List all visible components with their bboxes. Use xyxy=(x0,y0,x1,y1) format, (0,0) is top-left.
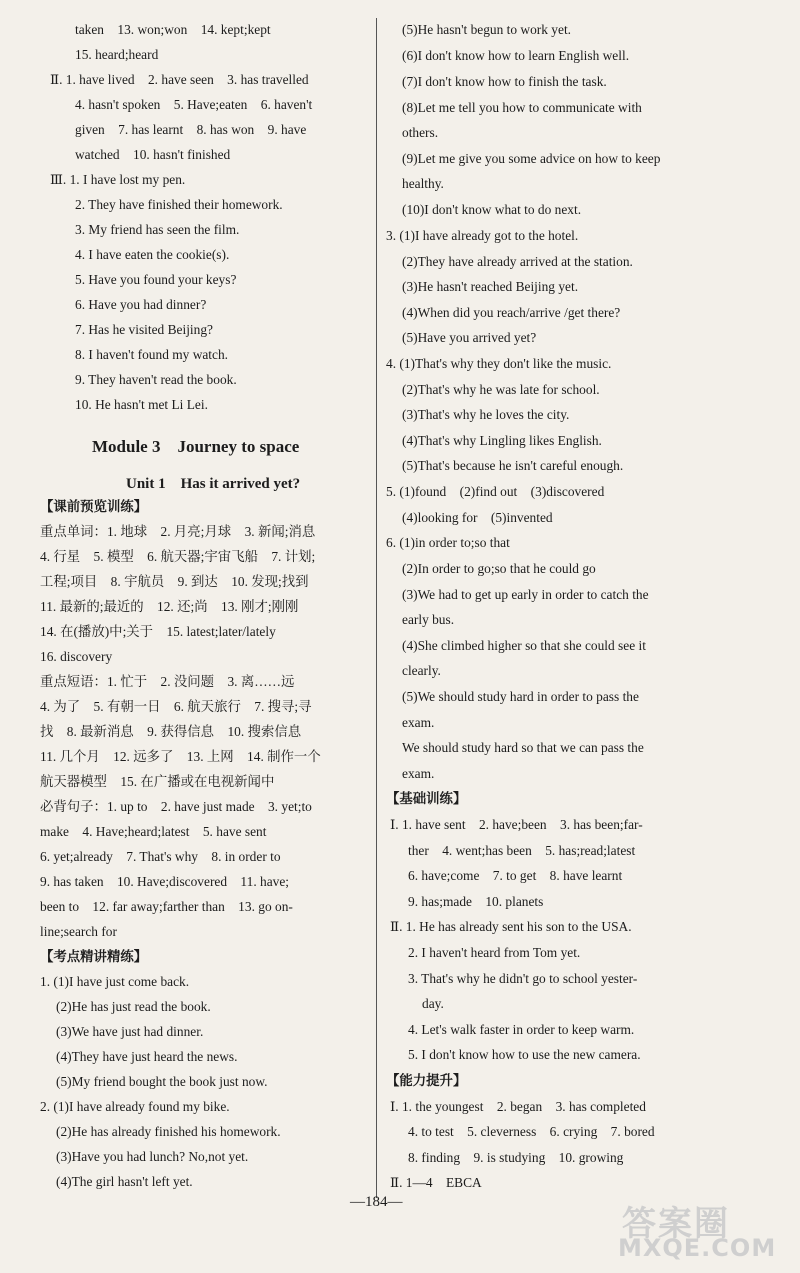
answer-line: 8. finding 9. is studying 10. growing xyxy=(408,1150,624,1165)
answer-line: 9. has taken 10. Have;discovered 11. have; xyxy=(40,874,290,889)
answer-line: clearly. xyxy=(402,663,441,678)
answer-line: (4)She climbed higher so that she could see it xyxy=(402,638,646,653)
answer-line: (7)I don't know how to finish the task. xyxy=(402,74,607,89)
answer-line: make 4. Have;heard;latest 5. have sent xyxy=(40,824,267,839)
answer-line: Ⅱ. 1. He has already sent his son to the USA. xyxy=(390,919,632,934)
answer-line: 8. I haven't found my watch. xyxy=(75,347,229,362)
answer-line: (2)They have already arrived at the station. xyxy=(402,254,633,269)
answer-line: 6. yet;already 7. That's why 8. in order to xyxy=(40,849,281,864)
unit-title: Unit 1 Has it arrived yet? xyxy=(126,476,301,492)
answer-line: watched 10. hasn't finished xyxy=(75,147,231,162)
answer-line: 14. 在(播放)中;关于 15. latest;later/lately xyxy=(40,624,276,639)
answer-line: healthy. xyxy=(402,176,444,191)
watermark-logo xyxy=(616,1196,786,1266)
answer-line: 3. That's why he didn't go to school yester- xyxy=(408,971,638,986)
answer-line: others. xyxy=(402,125,439,140)
answer-line: Ⅰ. 1. the youngest 2. began 3. has completed xyxy=(390,1099,646,1114)
section-heading: 【课前预览训练】 xyxy=(40,499,148,514)
answer-line: (4)They have just heard the news. xyxy=(56,1049,238,1064)
answer-line: Ⅱ. 1—4 EBCA xyxy=(390,1175,482,1190)
answer-line: 4. 为了 5. 有朝一日 6. 航天旅行 7. 搜寻;寻 xyxy=(40,699,312,714)
watermark-url: MXQE.COM xyxy=(618,1234,777,1262)
answer-line: (6)I don't know how to learn English well. xyxy=(402,48,630,63)
answer-line: 1. (1)I have just come back. xyxy=(40,974,190,989)
answer-line: (4)When did you reach/arrive /get there? xyxy=(402,305,621,320)
section-heading: 【能力提升】 xyxy=(386,1073,467,1088)
answer-line: 5. (1)found (2)find out (3)discovered xyxy=(386,484,605,499)
answer-line: 找 8. 最新消息 9. 获得信息 10. 搜索信息 xyxy=(40,724,302,739)
answer-line: 重点短语：1. 忙于 2. 没问题 3. 离……远 xyxy=(40,674,295,689)
answer-line: (5)My friend bought the book just now. xyxy=(56,1074,268,1089)
answer-line: 3. My friend has seen the film. xyxy=(75,222,240,237)
answer-line: (5)We should study hard in order to pass the xyxy=(402,689,639,704)
answer-line: (5)He hasn't begun to work yet. xyxy=(402,22,572,37)
page-number: —184— xyxy=(350,1194,403,1210)
answer-line: exam. xyxy=(402,766,435,781)
answer-line: 2. They have finished their homework. xyxy=(75,197,283,212)
answer-line: (9)Let me give you some advice on how to keep xyxy=(402,151,661,166)
answer-line: taken 13. won;won 14. kept;kept xyxy=(75,22,271,37)
answer-line: 4. Let's walk faster in order to keep warm. xyxy=(408,1022,635,1037)
answer-line: (4)The girl hasn't left yet. xyxy=(56,1174,193,1189)
answer-line: (2)He has just read the book. xyxy=(56,999,211,1014)
answer-line: (3)We have just had dinner. xyxy=(56,1024,204,1039)
answer-line: 15. heard;heard xyxy=(75,47,159,62)
answer-line: 2. (1)I have already found my bike. xyxy=(40,1099,230,1114)
answer-line: 工程;项目 8. 宇航员 9. 到达 10. 发现;找到 xyxy=(40,574,309,589)
answer-line: (2)In order to go;so that he could go xyxy=(402,561,596,576)
answer-line: 4. hasn't spoken 5. Have;eaten 6. haven't xyxy=(75,97,313,112)
answer-line: We should study hard so that we can pass the xyxy=(402,740,644,755)
answer-line: (4)looking for (5)invented xyxy=(402,510,553,525)
answer-line: (3)He hasn't reached Beijing yet. xyxy=(402,279,579,294)
answer-line: line;search for xyxy=(40,924,117,939)
answer-line: (8)Let me tell you how to communicate with xyxy=(402,100,642,115)
answer-line: (3)We had to get up early in order to catch the xyxy=(402,587,649,602)
answer-line: 11. 最新的;最近的 12. 还;尚 13. 刚才;刚刚 xyxy=(40,599,299,614)
answer-line: early bus. xyxy=(402,612,455,627)
answer-line: 9. has;made 10. planets xyxy=(408,894,544,909)
answer-line: 4. (1)That's why they don't like the music. xyxy=(386,356,612,371)
answer-line: 重点单词：1. 地球 2. 月亮;月球 3. 新闻;消息 xyxy=(40,524,316,539)
answer-line: (5)That's because he isn't careful enough. xyxy=(402,458,624,473)
answer-line: 4. to test 5. cleverness 6. crying 7. bored xyxy=(408,1124,655,1139)
section-heading: 【考点精讲精练】 xyxy=(40,949,148,964)
answer-line: (5)Have you arrived yet? xyxy=(402,330,537,345)
answer-line: 4. 行星 5. 模型 6. 航天器;宇宙飞船 7. 计划; xyxy=(40,549,316,564)
answer-line: 16. discovery xyxy=(40,649,113,664)
module-title: Module 3 Journey to space xyxy=(92,437,300,456)
section-heading: 【基础训练】 xyxy=(386,791,467,806)
answer-line: (10)I don't know what to do next. xyxy=(402,202,582,217)
answer-line: (3)Have you had lunch? No,not yet. xyxy=(56,1149,249,1164)
answer-line: 6. Have you had dinner? xyxy=(75,297,207,312)
answer-line: ther 4. went;has been 5. has;read;latest xyxy=(408,843,636,858)
answer-line: 6. have;come 7. to get 8. have learnt xyxy=(408,868,623,883)
answer-line: (3)That's why he loves the city. xyxy=(402,407,570,422)
answer-line: 航天器模型 15. 在广播或在电视新闻中 xyxy=(40,774,275,789)
watermark-text: 答案圈 xyxy=(622,1204,730,1244)
answer-line: (4)That's why Lingling likes English. xyxy=(402,433,602,448)
answer-line: 6. (1)in order to;so that xyxy=(386,535,510,550)
answer-line: Ⅱ. 1. have lived 2. have seen 3. has travelled xyxy=(50,72,309,87)
answer-line: 9. They haven't read the book. xyxy=(75,372,237,387)
answer-line: 5. I don't know how to use the new camera. xyxy=(408,1047,641,1062)
answer-line: given 7. has learnt 8. has won 9. have xyxy=(75,122,307,137)
answer-line: Ⅲ. 1. I have lost my pen. xyxy=(50,172,186,187)
answer-line: Ⅰ. 1. have sent 2. have;been 3. has been;far- xyxy=(390,817,643,832)
answer-line: 5. Have you found your keys? xyxy=(75,272,237,287)
answer-line: 2. I haven't heard from Tom yet. xyxy=(408,945,581,960)
answer-line: 必背句子：1. up to 2. have just made 3. yet;to xyxy=(40,799,312,814)
answer-line: exam. xyxy=(402,715,435,730)
answer-line: (2)That's why he was late for school. xyxy=(402,382,600,397)
answer-line: day. xyxy=(422,996,444,1011)
answer-line: 4. I have eaten the cookie(s). xyxy=(75,247,230,262)
answer-line: 7. Has he visited Beijing? xyxy=(75,322,213,337)
answer-line: 10. He hasn't met Li Lei. xyxy=(75,397,208,412)
answer-line: been to 12. far away;farther than 13. go on- xyxy=(40,899,293,914)
answer-line: 3. (1)I have already got to the hotel. xyxy=(386,228,579,243)
answer-line: (2)He has already finished his homework. xyxy=(56,1124,281,1139)
column-divider xyxy=(376,18,377,1198)
answer-line: 11. 几个月 12. 远多了 13. 上网 14. 制作一个 xyxy=(40,749,321,764)
